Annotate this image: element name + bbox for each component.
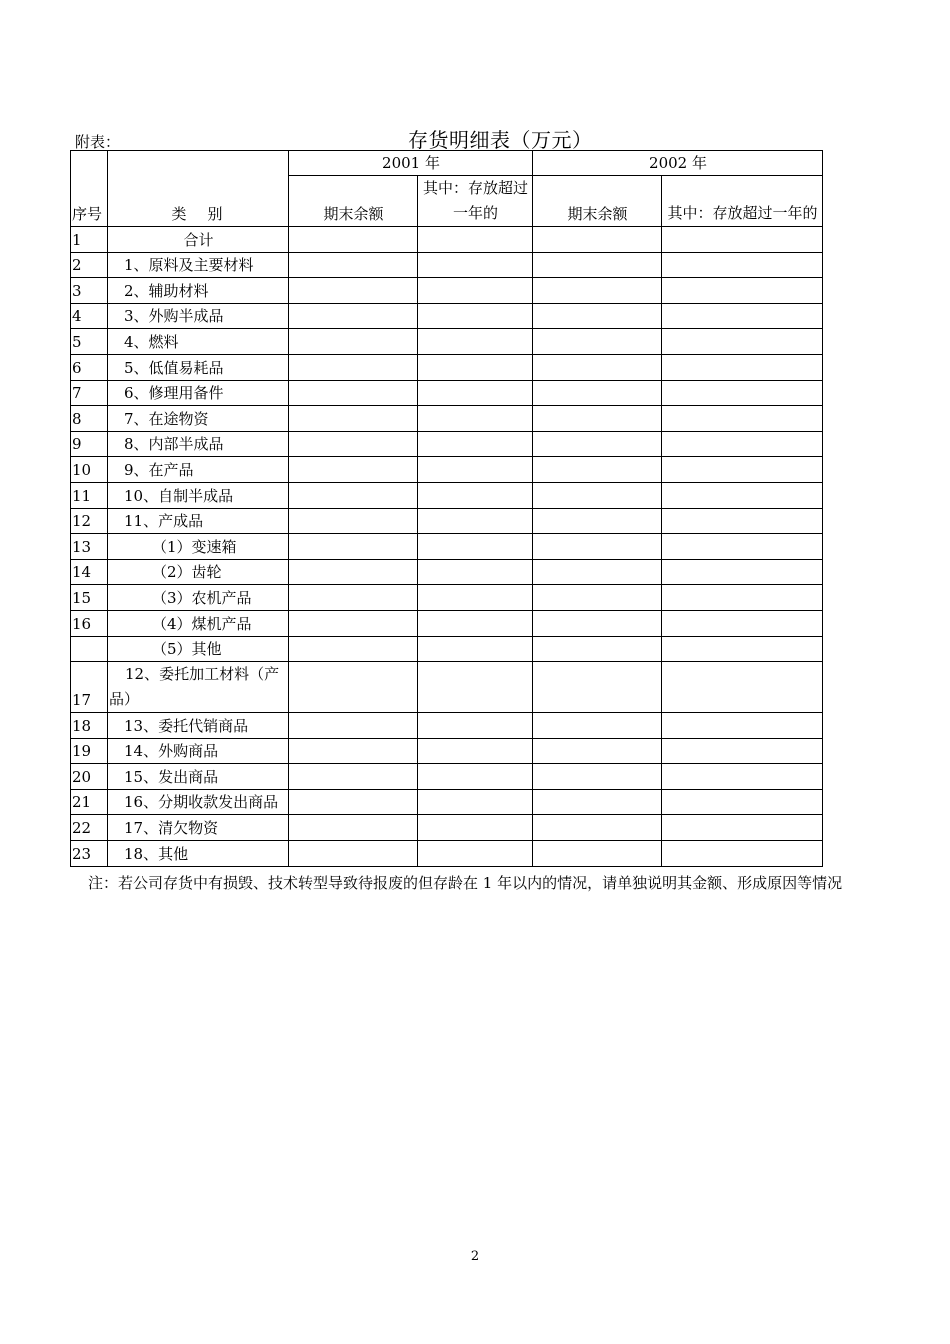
table-row <box>71 585 823 611</box>
table-row <box>71 559 823 585</box>
footnote-text: 注：若公司存货中有损毁、技术转型导致待报废的但存龄在 1 年以内的情况，请单独说明其金额、形成原因等情况 <box>88 874 843 892</box>
row-category: 1、原料及主要材料 <box>108 252 289 278</box>
row-seq: 21 <box>71 789 108 815</box>
row-category: 8、内部半成品 <box>108 431 289 457</box>
cell-2001-balance[interactable] <box>289 636 418 662</box>
cell-2002-over-one-year[interactable] <box>662 559 823 585</box>
table-row <box>71 227 823 253</box>
row-category: 10、自制半成品 <box>108 482 289 508</box>
cell-2002-over-one-year[interactable] <box>662 431 823 457</box>
row-category: 12、委托加工材料（产品） <box>108 662 289 713</box>
row-category: （5）其他 <box>108 636 289 662</box>
cell-2002-over-one-year[interactable] <box>662 534 823 560</box>
cell-2001-over-one-year[interactable] <box>418 457 533 483</box>
cell-2002-balance[interactable] <box>533 354 662 380</box>
cell-2002-over-one-year[interactable] <box>662 406 823 432</box>
row-category: 14、外购商品 <box>108 738 289 764</box>
row-category: 6、修理用备件 <box>108 380 289 406</box>
cell-2002-balance[interactable] <box>533 252 662 278</box>
cell-2001-over-one-year[interactable] <box>418 329 533 355</box>
cell-2001-over-one-year[interactable] <box>418 252 533 278</box>
cell-2001-balance[interactable] <box>289 431 418 457</box>
table-row <box>71 610 823 636</box>
table-row <box>71 482 823 508</box>
row-category: 4、燃料 <box>108 329 289 355</box>
cell-2001-over-one-year[interactable] <box>418 764 533 790</box>
row-seq: 5 <box>71 329 108 355</box>
cell-2002-over-one-year[interactable] <box>662 841 823 867</box>
row-seq <box>71 636 108 662</box>
cell-2001-balance[interactable] <box>289 815 418 841</box>
cell-2002-balance[interactable] <box>533 227 662 253</box>
table-row <box>71 354 823 380</box>
row-seq: 16 <box>71 610 108 636</box>
cell-2001-over-one-year[interactable] <box>418 610 533 636</box>
cell-2002-balance[interactable] <box>533 508 662 534</box>
table-row <box>71 738 823 764</box>
row-category: 18、其他 <box>108 841 289 867</box>
cell-2001-balance[interactable] <box>289 713 418 739</box>
cell-2002-balance[interactable] <box>533 534 662 560</box>
cell-2002-balance[interactable] <box>533 457 662 483</box>
row-seq: 18 <box>71 713 108 739</box>
row-seq: 3 <box>71 278 108 304</box>
cell-2002-balance[interactable] <box>533 406 662 432</box>
row-category: 15、发出商品 <box>108 764 289 790</box>
header-2001-over-one-year: 其中：存放超过一年的 <box>418 176 533 227</box>
cell-2001-over-one-year[interactable] <box>418 534 533 560</box>
cell-2002-balance[interactable] <box>533 789 662 815</box>
header-2002-over-one-year: 其中：存放超过一年的 <box>662 176 823 227</box>
cell-2001-over-one-year[interactable] <box>418 636 533 662</box>
cell-2001-balance[interactable] <box>289 610 418 636</box>
cell-2002-over-one-year[interactable] <box>662 354 823 380</box>
cell-2001-balance[interactable] <box>289 380 418 406</box>
row-seq: 15 <box>71 585 108 611</box>
row-seq: 6 <box>71 354 108 380</box>
cell-2001-over-one-year[interactable] <box>418 278 533 304</box>
table-row <box>71 841 823 867</box>
cell-2002-balance[interactable] <box>533 841 662 867</box>
cell-2001-balance[interactable] <box>289 764 418 790</box>
cell-2001-balance[interactable] <box>289 406 418 432</box>
cell-2002-balance[interactable] <box>533 585 662 611</box>
appendix-label: 附表： <box>75 133 121 151</box>
cell-2001-over-one-year[interactable] <box>418 559 533 585</box>
table-row <box>71 662 823 713</box>
row-seq: 14 <box>71 559 108 585</box>
row-seq: 7 <box>71 380 108 406</box>
table-row <box>71 636 823 662</box>
cell-2002-balance[interactable] <box>533 559 662 585</box>
cell-2002-balance[interactable] <box>533 380 662 406</box>
cell-2001-over-one-year[interactable] <box>418 662 533 713</box>
row-seq: 20 <box>71 764 108 790</box>
cell-2002-over-one-year[interactable] <box>662 380 823 406</box>
cell-2002-balance[interactable] <box>533 482 662 508</box>
table-row <box>71 508 823 534</box>
cell-2002-over-one-year[interactable] <box>662 508 823 534</box>
table-row <box>71 713 823 739</box>
cell-2002-balance[interactable] <box>533 662 662 713</box>
row-seq: 10 <box>71 457 108 483</box>
cell-2001-over-one-year[interactable] <box>418 380 533 406</box>
row-seq: 12 <box>71 508 108 534</box>
cell-2002-over-one-year[interactable] <box>662 457 823 483</box>
row-seq: 13 <box>71 534 108 560</box>
row-seq: 22 <box>71 815 108 841</box>
row-seq: 4 <box>71 303 108 329</box>
cell-2001-balance[interactable] <box>289 252 418 278</box>
cell-2002-balance[interactable] <box>533 738 662 764</box>
cell-2002-balance[interactable] <box>533 636 662 662</box>
cell-2002-over-one-year[interactable] <box>662 662 823 713</box>
cell-2001-over-one-year[interactable] <box>418 431 533 457</box>
cell-2001-over-one-year[interactable] <box>418 713 533 739</box>
cell-2002-over-one-year[interactable] <box>662 713 823 739</box>
footnote <box>72 871 882 896</box>
cell-2001-balance[interactable] <box>289 278 418 304</box>
row-category: 11、产成品 <box>108 508 289 534</box>
cell-2002-balance[interactable] <box>533 329 662 355</box>
cell-2002-balance[interactable] <box>533 278 662 304</box>
row-seq: 8 <box>71 406 108 432</box>
cell-2001-over-one-year[interactable] <box>418 508 533 534</box>
cell-2001-balance[interactable] <box>289 354 418 380</box>
table-row <box>71 534 823 560</box>
row-category: 合计 <box>108 227 289 253</box>
row-seq: 1 <box>71 227 108 253</box>
table-row <box>71 329 823 355</box>
header-2001-balance: 期末余额 <box>289 176 418 227</box>
header-category: 类 别 <box>108 151 289 227</box>
row-category: 17、清欠物资 <box>108 815 289 841</box>
cell-2001-balance[interactable] <box>289 482 418 508</box>
header-seq: 序号 <box>71 151 108 227</box>
table-row <box>71 303 823 329</box>
cell-2001-over-one-year[interactable] <box>418 303 533 329</box>
cell-2002-over-one-year[interactable] <box>662 789 823 815</box>
table-row <box>71 431 823 457</box>
cell-2002-over-one-year[interactable] <box>662 738 823 764</box>
cell-2002-balance[interactable] <box>533 713 662 739</box>
row-seq: 23 <box>71 841 108 867</box>
row-seq: 9 <box>71 431 108 457</box>
cell-2001-over-one-year[interactable] <box>418 227 533 253</box>
cell-2001-over-one-year[interactable] <box>418 406 533 432</box>
cell-2002-over-one-year[interactable] <box>662 329 823 355</box>
table-row <box>71 252 823 278</box>
cell-2002-over-one-year[interactable] <box>662 303 823 329</box>
table-row <box>71 457 823 483</box>
row-category: 16、分期收款发出商品 <box>108 789 289 815</box>
cell-2001-over-one-year[interactable] <box>418 738 533 764</box>
cell-2002-over-one-year[interactable] <box>662 636 823 662</box>
page-title: 存货明细表（万元） <box>408 128 593 152</box>
cell-2001-balance[interactable] <box>289 457 418 483</box>
cell-2001-balance[interactable] <box>289 789 418 815</box>
cell-2002-balance[interactable] <box>533 815 662 841</box>
row-category: （2）齿轮 <box>108 559 289 585</box>
row-seq: 11 <box>71 482 108 508</box>
cell-2001-balance[interactable] <box>289 559 418 585</box>
cell-2001-balance[interactable] <box>289 329 418 355</box>
row-category: （4）煤机产品 <box>108 610 289 636</box>
cell-2001-over-one-year[interactable] <box>418 815 533 841</box>
header-2002-balance: 期末余额 <box>533 176 662 227</box>
table-header-row-years <box>71 151 823 176</box>
cell-2002-balance[interactable] <box>533 431 662 457</box>
table-row <box>71 406 823 432</box>
cell-2001-balance[interactable] <box>289 841 418 867</box>
page-number: 2 <box>470 1249 480 1264</box>
row-category: （1）变速箱 <box>108 534 289 560</box>
inventory-table <box>70 150 823 867</box>
cell-2001-balance[interactable] <box>289 534 418 560</box>
row-category: 13、委托代销商品 <box>108 713 289 739</box>
cell-2001-balance[interactable] <box>289 738 418 764</box>
row-category: 5、低值易耗品 <box>108 354 289 380</box>
cell-2002-over-one-year[interactable] <box>662 610 823 636</box>
row-category: （3）农机产品 <box>108 585 289 611</box>
cell-2001-over-one-year[interactable] <box>418 585 533 611</box>
row-category: 9、在产品 <box>108 457 289 483</box>
cell-2002-balance[interactable] <box>533 764 662 790</box>
cell-2002-over-one-year[interactable] <box>662 764 823 790</box>
row-category: 3、外购半成品 <box>108 303 289 329</box>
cell-2001-balance[interactable] <box>289 585 418 611</box>
cell-2002-over-one-year[interactable] <box>662 252 823 278</box>
header-year-2001: 2001 年 <box>289 151 533 176</box>
row-seq: 2 <box>71 252 108 278</box>
row-category: 2、辅助材料 <box>108 278 289 304</box>
row-category: 7、在途物资 <box>108 406 289 432</box>
table-row <box>71 278 823 304</box>
cell-2001-over-one-year[interactable] <box>418 789 533 815</box>
cell-2002-balance[interactable] <box>533 303 662 329</box>
cell-2002-over-one-year[interactable] <box>662 815 823 841</box>
cell-2002-over-one-year[interactable] <box>662 227 823 253</box>
table-row <box>71 815 823 841</box>
cell-2002-over-one-year[interactable] <box>662 585 823 611</box>
cell-2002-over-one-year[interactable] <box>662 278 823 304</box>
cell-2001-balance[interactable] <box>289 508 418 534</box>
cell-2001-over-one-year[interactable] <box>418 841 533 867</box>
row-seq: 19 <box>71 738 108 764</box>
table-row <box>71 789 823 815</box>
table-row <box>71 764 823 790</box>
cell-2002-over-one-year[interactable] <box>662 482 823 508</box>
cell-2002-balance[interactable] <box>533 610 662 636</box>
cell-2001-balance[interactable] <box>289 227 418 253</box>
cell-2001-over-one-year[interactable] <box>418 354 533 380</box>
cell-2001-balance[interactable] <box>289 662 418 713</box>
table-row <box>71 380 823 406</box>
header-year-2002: 2002 年 <box>533 151 823 176</box>
cell-2001-balance[interactable] <box>289 303 418 329</box>
row-seq: 17 <box>71 662 108 713</box>
cell-2001-over-one-year[interactable] <box>418 482 533 508</box>
